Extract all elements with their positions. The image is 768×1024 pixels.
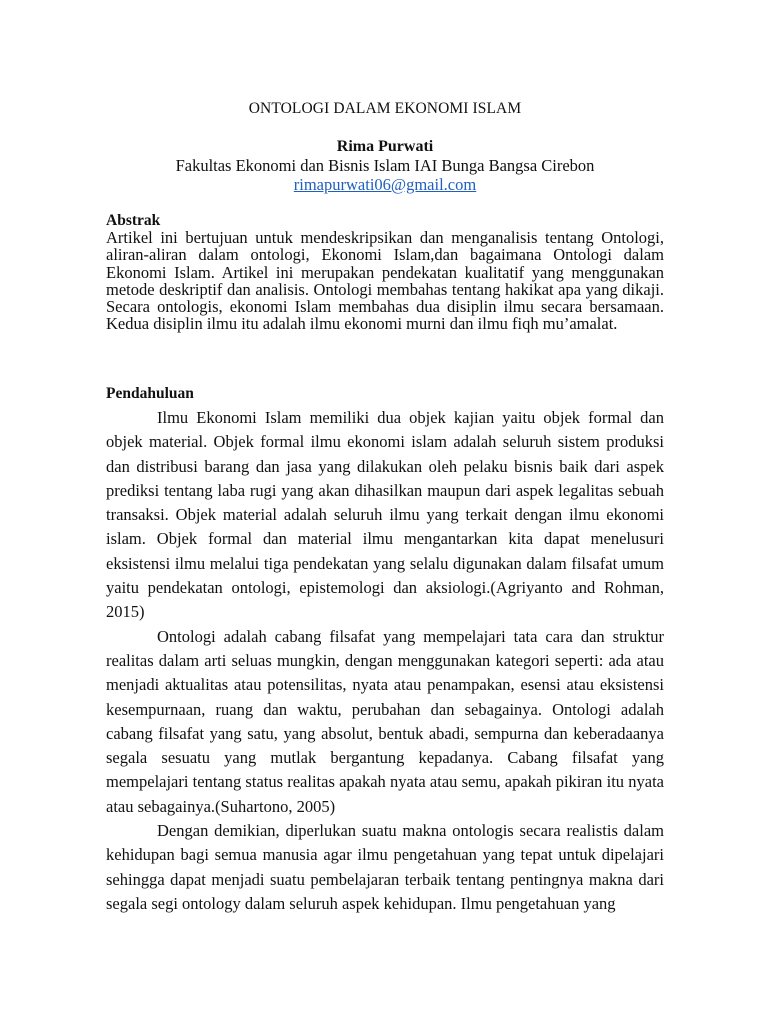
author-email-link[interactable]: rimapurwati06@gmail.com bbox=[293, 175, 477, 194]
abstract-text: Artikel ini bertujuan untuk mendeskripsikan dan menganalisis tentang Ontologi, aliran-aliran dalam ontologi, Ekonomi Islam,dan bagaimana Ontologi dalam Ekonomi Islam. Artikel ini merupakan pendekatan kualitatif yang menggunakan metode deskriptif dan analisis. Ontologi membahas tentang hakikat apa yang dikaji. Secara ontologis, ekonomi Islam membahas dua disiplin ilmu secara bersamaan. Kedua disiplin ilmu itu adalah ilmu ekonomi murni dan ilmu fiqh mu’amalat. bbox=[106, 228, 664, 334]
author-email-line bbox=[106, 175, 664, 195]
intro-paragraph-1: Ilmu Ekonomi Islam memiliki dua objek kajian yaitu objek formal dan objek material. Objek formal ilmu ekonomi islam adalah seluruh sistem produksi dan distribusi barang dan jasa yang dilakukan oleh pelaku bisnis baik dari aspek prediksi tentang laba rugi yang akan dihasilkan maupun dari aspek legalitas sebuah transaksi. Objek material adalah seluruh ilmu yang terkait dengan ilmu ekonomi islam. Objek formal dan material ilmu mengantarkan kita dapat menelusuri eksistensi ilmu melalui tiga pendekatan yang selalu digunakan dalam filsafat umum yaitu pendekatan ontologi, epistemologi dan aksiologi.(Agriyanto and Rohman, 2015) bbox=[106, 408, 664, 622]
intro-paragraph-2: Ontologi adalah cabang filsafat yang mempelajari tata cara dan struktur realitas dalam arti seluas mungkin, dengan menggunakan kategori seperti: ada atau menjadi aktualitas atau potensilitas, nyata atau penampakan, esensi atau eksistensi kesempurnaan, ruang dan waktu, perubahan dan sebagainya. Ontologi adalah cabang filsafat yang satu, yang absolut, bentuk abadi, sempurna dan keberadaanya segala sesuatu yang mutlak bergantung kepadanya. Cabang filsafat yang mempelajari tentang status realitas apakah nyata atau semu, apakah pikiran itu nyata atau sebagainya.(Suhartono, 2005) bbox=[106, 626, 664, 816]
author-affiliation: Fakultas Ekonomi dan Bisnis Islam IAI Bunga Bangsa Cirebon bbox=[175, 156, 595, 175]
introduction-heading: Pendahuluan bbox=[106, 385, 194, 402]
paper-title: ONTOLOGI DALAM EKONOMI ISLAM bbox=[248, 100, 522, 117]
introduction-body bbox=[106, 406, 664, 916]
author-name: Rima Purwati bbox=[336, 138, 434, 155]
intro-paragraph-3: Dengan demikian, diperlukan suatu makna ontologis secara realistis dalam kehidupan bagi semua manusia agar ilmu pengetahuan yang tepat untuk dipelajari sehingga dapat menjadi suatu pembelajaran terbaik tentang pentingnya makna dari segala segi ontology dalam seluruh aspek kehidupan. Ilmu pengetahuan yang bbox=[106, 821, 664, 913]
abstract-heading: Abstrak bbox=[106, 212, 161, 229]
